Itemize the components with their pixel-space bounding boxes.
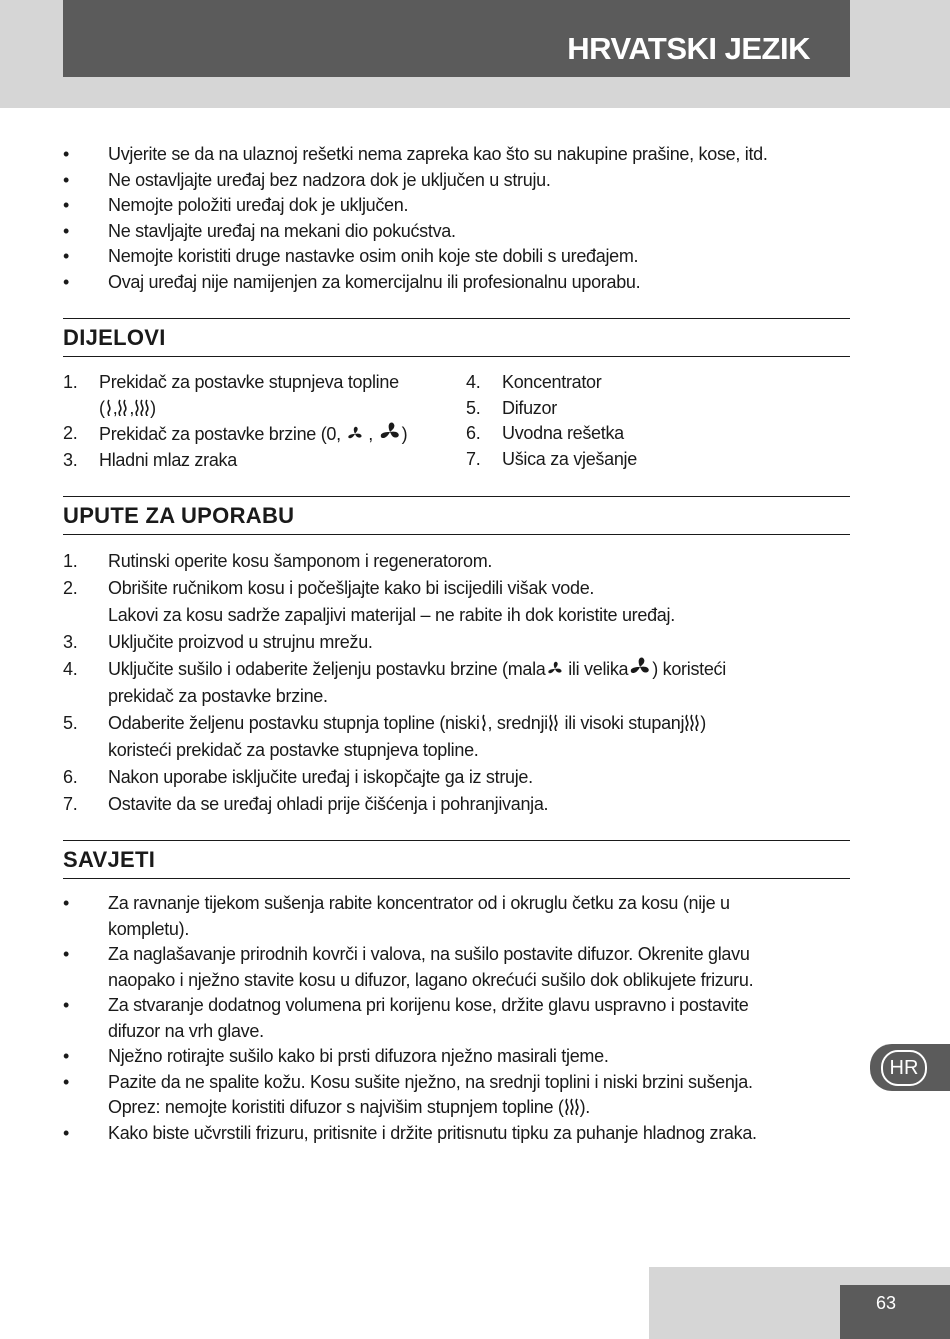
footer-page-box bbox=[840, 1285, 950, 1339]
list-item: • Kako biste učvrstili frizuru, pritisnite i držite pritisnutu tipku za puhanje hladnog zraka. bbox=[63, 1122, 757, 1143]
heat-waves-icon bbox=[548, 714, 560, 732]
list-item: • Nježno rotirajte sušilo kako bi prsti difuzora nježno masirali tjeme. bbox=[63, 1046, 609, 1066]
parts-right-column bbox=[466, 370, 637, 472]
heat-waves-icon bbox=[564, 1098, 580, 1116]
list-item: 6. Uvodna rešetka bbox=[466, 423, 624, 443]
tips-section-header bbox=[63, 840, 850, 879]
list-item: ( , , ) bbox=[99, 397, 156, 418]
list-item: 6. Nakon uporabe isključite uređaj i iskopčajte ga iz struje. bbox=[63, 767, 533, 787]
list-item: 1. Rutinski operite kosu šamponom i regeneratorom. bbox=[63, 551, 493, 571]
list-item: 1. Prekidač za postavke stupnjeva topline bbox=[63, 372, 399, 392]
list-item: • Pazite da ne spalite kožu. Kosu sušite nježno, na srednji toplini i niski brzini sušenja. Oprez: nemojte koristiti difuzor s najvišim stupnjem topline ( ). bbox=[63, 1071, 753, 1117]
list-item: • Nemojte položiti uređaj dok je uključen. bbox=[63, 195, 409, 215]
heat-waves-icon bbox=[117, 399, 129, 417]
safety-list bbox=[63, 142, 850, 295]
section-title: UPUTE ZA UPORABU bbox=[63, 497, 850, 535]
fan-icon bbox=[628, 656, 652, 678]
fan-icon bbox=[378, 421, 402, 443]
heat-waves-icon bbox=[134, 399, 150, 417]
list-item: 3. Hladni mlaz zraka bbox=[63, 449, 237, 470]
list-item: • Ne ostavljajte uređaj bez nadzora dok je uključen u struju. bbox=[63, 169, 551, 190]
page-number: 63 bbox=[875, 1293, 897, 1313]
heat-waves-icon bbox=[105, 399, 113, 417]
section-title: DIJELOVI bbox=[63, 319, 850, 357]
page-title: HRVATSKI JEZIK bbox=[567, 31, 810, 66]
list-item: 3. Uključite proizvod u strujnu mrežu. bbox=[63, 632, 373, 652]
tips-list bbox=[63, 891, 850, 1146]
list-item: • Nemojte koristiti druge nastavke osim onih koje ste dobili s uređajem. bbox=[63, 246, 639, 266]
heat-waves-icon bbox=[684, 714, 700, 732]
list-item: 7. Ušica za vješanje bbox=[466, 448, 637, 469]
list-item: 2. Obrišite ručnikom kosu i počešljajte kako bi iscijedili višak vode. Lakovi za kosu sadrže zapaljivi materijal – ne rabite ih dok koristite uređaj. bbox=[63, 578, 675, 625]
usage-steps bbox=[63, 548, 850, 818]
list-item: 5. Odaberite željenu postavku stupnja topline (niski , srednji ili visoki stupanj ) koristeći prekidač za postavke stupnjeva topline. bbox=[63, 713, 706, 760]
list-item: • Ne stavljajte uređaj na mekani dio pokućstva. bbox=[63, 220, 456, 241]
list-item: • Za naglašavanje prirodnih kovrči i valova, na sušilo postavite difuzor. Okrenite glavu naopako i nježno stavite kosu u difuzor, lagano okrećući sušilo dok oblikujete frizuru. bbox=[63, 944, 754, 990]
heat-waves-icon bbox=[480, 714, 488, 732]
list-item: • Uvjerite se da na ulaznoj rešetki nema zapreka kao što su nakupine prašine, kose, itd. bbox=[63, 144, 768, 164]
fan-icon bbox=[346, 425, 364, 443]
list-item: 7. Ostavite da se uređaj ohladi prije čišćenja i pohranjivanja. bbox=[63, 794, 549, 814]
language-badge: HR bbox=[881, 1050, 927, 1086]
list-item: • Za ravnanje tijekom sušenja rabite koncentrator od i okruglu četku za kosu (nije u kompletu). bbox=[63, 893, 730, 939]
list-item: 4. Uključite sušilo i odaberite željenju postavku brzine (mala ili velika ) koristeći prekidač za postavke brzine. bbox=[63, 656, 850, 710]
usage-section-header bbox=[63, 496, 850, 535]
section-title: SAVJETI bbox=[63, 841, 850, 879]
parts-left-column bbox=[63, 370, 407, 473]
parts-section-header bbox=[63, 318, 850, 357]
list-item: 4. Koncentrator bbox=[466, 372, 602, 392]
list-item: • Ovaj uređaj nije namijenjen za komercijalnu ili profesionalnu uporabu. bbox=[63, 271, 641, 292]
language-tab bbox=[870, 1044, 950, 1091]
header-bar bbox=[63, 0, 850, 77]
list-item: 5. Difuzor bbox=[466, 397, 557, 418]
list-item: • Za stvaranje dodatnog volumena pri korijenu kose, držite glavu uspravno i postavite difuzor na vrh glave. bbox=[63, 995, 749, 1041]
fan-icon bbox=[546, 660, 564, 678]
list-item: 2. Prekidač za postavke brzine (0, , ) bbox=[63, 423, 408, 444]
